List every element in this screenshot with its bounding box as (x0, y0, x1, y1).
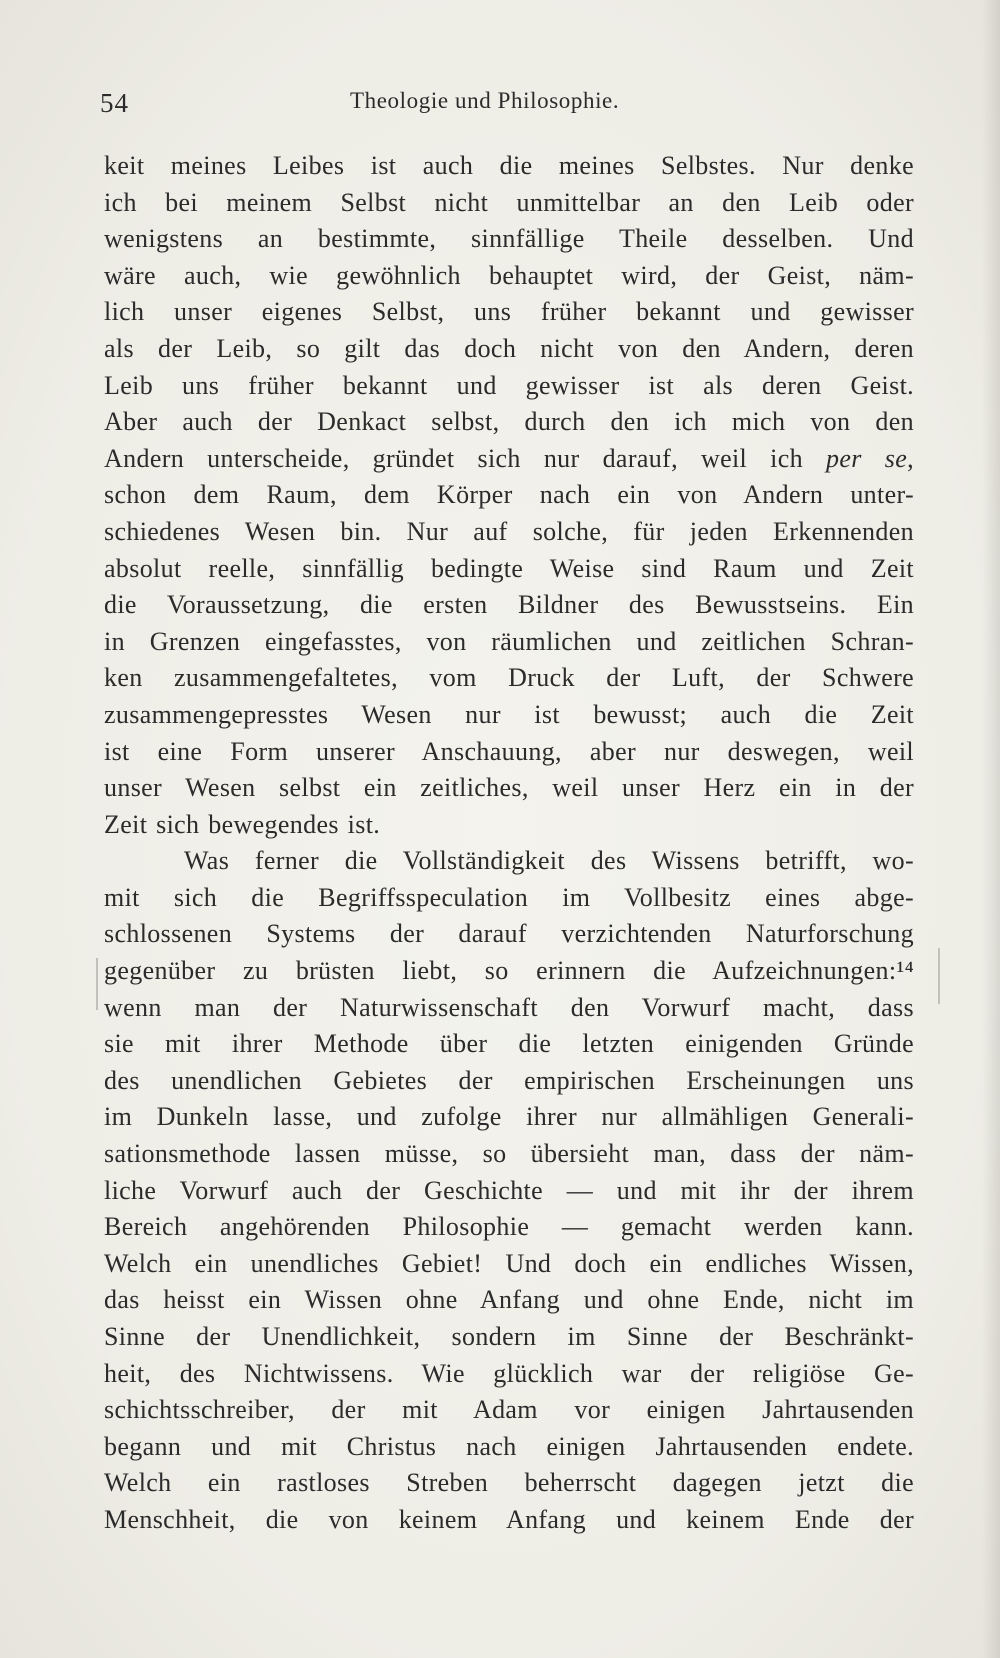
text-line: die Voraussetzung, die ersten Bildner des Bewusstseins. Ein (104, 590, 914, 620)
text-line: liche Vorwurf auch der Geschichte — und mit ihr der ihrem (104, 1175, 914, 1205)
text-line: Welch ein unendliches Gebiet! Und doch ein endliches Wissen, (104, 1248, 914, 1278)
running-head (100, 88, 920, 128)
text-line: als der Leib, so gilt das doch nicht von den Andern, deren (104, 333, 914, 363)
text-line: Aber auch der Denkact selbst, durch den ich mich von den (104, 407, 914, 437)
text-line: Menschheit, die von keinem Anfang und keinem Ende der (104, 1504, 914, 1534)
text-line: heit, des Nichtwissens. Wie glücklich war der religiöse Ge- (104, 1358, 914, 1388)
italic-phrase: per se (826, 443, 908, 473)
body-text (104, 148, 914, 1539)
text-line: zusammengepresstes Wesen nur ist bewusst; auch die Zeit (104, 699, 914, 729)
text-line: sie mit ihrer Methode über die letzten einigenden Gründe (104, 1029, 914, 1059)
text-line: absolut reelle, sinnfällig bedingte Weise sind Raum und Zeit (104, 553, 914, 583)
text-line: das heisst ein Wissen ohne Anfang und ohne Ende, nicht im (104, 1285, 914, 1315)
text-line: wenigstens an bestimmte, sinnfällige Theile desselben. Und (104, 224, 914, 254)
text-line: in Grenzen eingefasstes, von räumlichen und zeitlichen Schran- (104, 626, 914, 656)
text-line: schiedenes Wesen bin. Nur auf solche, für jeden Erkennenden (104, 516, 914, 546)
text-line: schichtsschreiber, der mit Adam vor einigen Jahrtausenden (104, 1395, 914, 1425)
paragraph-start-line: Was ferner die Vollständigkeit des Wissens betrifft, wo- (184, 846, 914, 876)
text-line: Welch ein rastloses Streben beherrscht dagegen jetzt die (104, 1468, 914, 1498)
text-line: mit sich die Begriffsspeculation im Vollbesitz eines abge- (104, 882, 914, 912)
text-line: ist eine Form unserer Anschauung, aber nur deswegen, weil (104, 736, 914, 766)
text-line: Leib uns früher bekannt und gewisser ist als deren Geist. (104, 370, 914, 400)
text-line: wäre auch, wie gewöhnlich behauptet wird, der Geist, näm- (104, 260, 914, 290)
text-line: Andern unterscheide, gründet sich nur darauf, weil ich per se, (104, 443, 914, 473)
text-line: unser Wesen selbst ein zeitliches, weil unser Herz ein in der (104, 773, 914, 803)
page-number: 54 (100, 88, 129, 118)
text-line: des unendlichen Gebietes der empirischen Erscheinungen uns (104, 1065, 914, 1095)
text-line: sationsmethode lassen müsse, so übersieht man, dass der näm- (104, 1139, 914, 1169)
running-title: Theologie und Philosophie. (350, 88, 620, 113)
text-line: schon dem Raum, dem Körper nach ein von Andern unter- (104, 480, 914, 510)
margin-pencil-mark-right (938, 948, 940, 1004)
text-line: wenn man der Naturwissenschaft den Vorwurf macht, dass (104, 992, 914, 1022)
text-line: schlossenen Systems der darauf verzichtenden Naturforschung (104, 919, 914, 949)
page-edge-shadow (982, 0, 1000, 1658)
text-line: begann und mit Christus nach einigen Jahrtausenden endete. (104, 1431, 914, 1461)
text-line: keit meines Leibes ist auch die meines Selbstes. Nur denke (104, 151, 914, 180)
text-line: Bereich angehörenden Philosophie — gemacht werden kann. (104, 1212, 914, 1242)
text-line: ich bei meinem Selbst nicht unmittelbar an den Leib oder (104, 187, 914, 217)
text-line-with-footnote-ref: gegenüber zu brüsten liebt, so erinnern die Aufzeichnungen:¹⁴ (104, 956, 914, 986)
paragraph-end-line: Zeit sich bewegendes ist. (104, 809, 381, 839)
text-line: lich unser eigenes Selbst, uns früher bekannt und gewisser (104, 297, 914, 327)
margin-pencil-mark (96, 958, 98, 1010)
text-line: ken zusammengefaltetes, vom Druck der Luft, der Schwere (104, 663, 914, 693)
text-line: im Dunkeln lasse, und zufolge ihrer nur allmähligen Generali- (104, 1102, 914, 1132)
text-line: Sinne der Unendlichkeit, sondern im Sinne der Beschränkt- (104, 1322, 914, 1351)
